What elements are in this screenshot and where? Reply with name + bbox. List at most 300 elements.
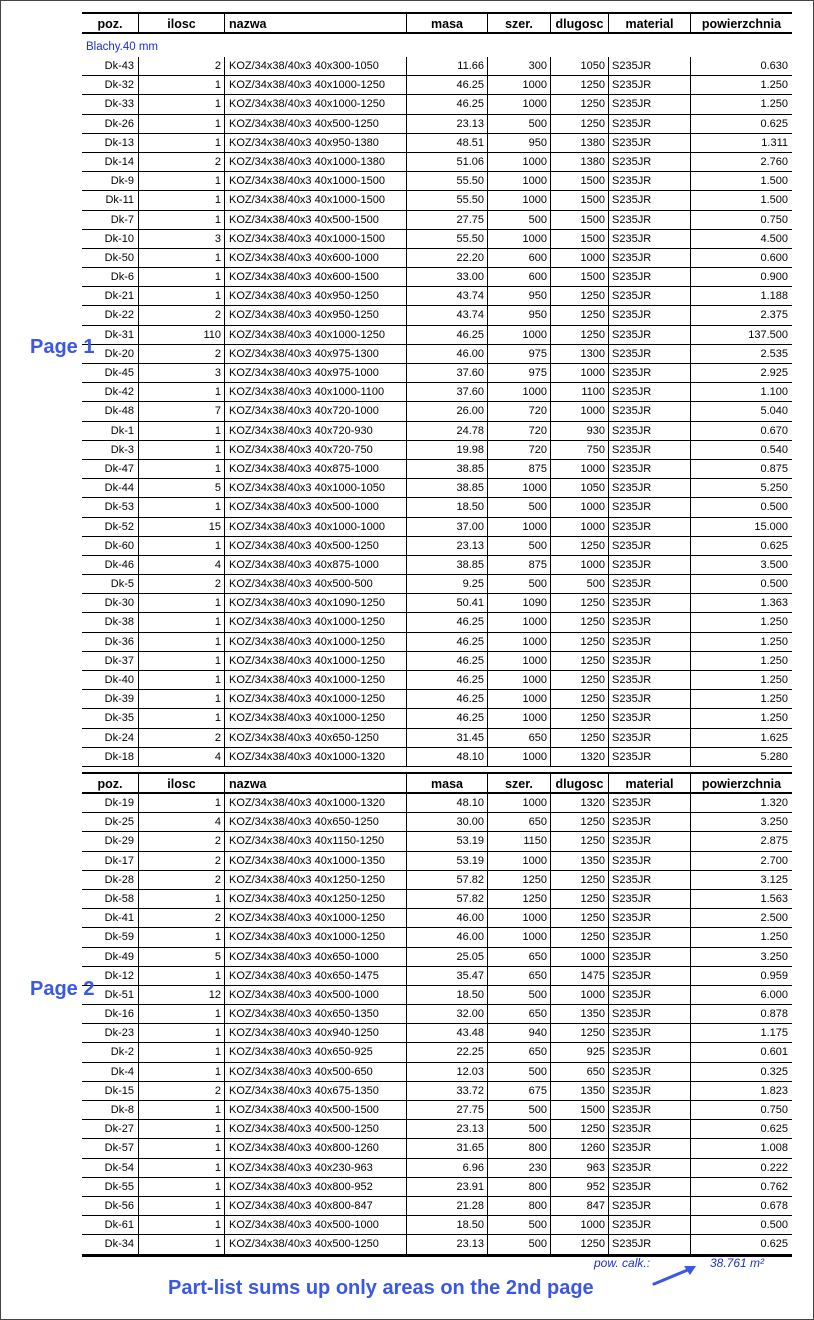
- cell-dlugosc: 1300: [550, 345, 608, 363]
- cell-material: S235JR: [608, 287, 690, 305]
- cell-dlugosc: 1250: [550, 115, 608, 133]
- cell-nazwa: KOZ/34x38/40x3 40x800-952: [224, 1178, 406, 1196]
- cell-material: S235JR: [608, 890, 690, 908]
- cell-masa: 23.91: [406, 1178, 487, 1196]
- cell-szer: 500: [487, 211, 550, 229]
- cell-szer: 940: [487, 1024, 550, 1042]
- cell-szer: 1000: [487, 613, 550, 631]
- cell-nazwa: KOZ/34x38/40x3 40x950-1250: [224, 287, 406, 305]
- cell-nazwa: KOZ/34x38/40x3 40x1090-1250: [224, 594, 406, 612]
- cell-dlugosc: 1250: [550, 613, 608, 631]
- cell-szer: 500: [487, 498, 550, 516]
- cell-ilosc: 2: [138, 306, 224, 324]
- cell-dlugosc: 1000: [550, 518, 608, 536]
- cell-dlugosc: 1500: [550, 172, 608, 190]
- cell-dlugosc: 925: [550, 1043, 608, 1061]
- cell-powierzchnia: 1.250: [690, 690, 792, 708]
- cell-material: S235JR: [608, 498, 690, 516]
- cell-nazwa: KOZ/34x38/40x3 40x1000-1500: [224, 191, 406, 209]
- table-row: [82, 813, 792, 832]
- cell-powierzchnia: 0.500: [690, 575, 792, 593]
- cell-ilosc: 1: [138, 1005, 224, 1023]
- cell-material: S235JR: [608, 115, 690, 133]
- cell-poz: Dk-58: [104, 892, 134, 905]
- cell-nazwa: KOZ/34x38/40x3 40x500-1000: [224, 498, 406, 516]
- table-end-rule: [82, 1255, 792, 1257]
- cell-dlugosc: 1250: [550, 813, 608, 831]
- cell-szer: 1000: [487, 172, 550, 190]
- table-row: [82, 794, 792, 813]
- cell-material: S235JR: [608, 134, 690, 152]
- cell-szer: 1150: [487, 832, 550, 850]
- cell-ilosc: 1: [138, 441, 224, 459]
- table-row: [82, 134, 792, 153]
- cell-material: S235JR: [608, 948, 690, 966]
- table-row: [82, 1235, 792, 1254]
- cell-material: S235JR: [608, 1139, 690, 1157]
- cell-material: S235JR: [608, 211, 690, 229]
- cell-masa: 46.25: [406, 95, 487, 113]
- cell-ilosc: 1: [138, 1139, 224, 1157]
- cell-poz: Dk-36: [104, 635, 134, 648]
- cell-dlugosc: 1250: [550, 890, 608, 908]
- cell-nazwa: KOZ/34x38/40x3 40x500-1250: [224, 537, 406, 555]
- cell-szer: 950: [487, 287, 550, 305]
- cell-nazwa: KOZ/34x38/40x3 40x875-1000: [224, 556, 406, 574]
- cell-powierzchnia: 2.875: [690, 832, 792, 850]
- cell-ilosc: 1: [138, 211, 224, 229]
- cell-ilosc: 1: [138, 1101, 224, 1119]
- cell-szer: 1000: [487, 95, 550, 113]
- cell-masa: 48.51: [406, 134, 487, 152]
- cell-szer: 650: [487, 1043, 550, 1061]
- cell-nazwa: KOZ/34x38/40x3 40x1250-1250: [224, 871, 406, 889]
- table-row: [82, 306, 792, 325]
- cell-material: S235JR: [608, 537, 690, 555]
- cell-szer: 950: [487, 134, 550, 152]
- table-row: [82, 890, 792, 909]
- cell-ilosc: 1: [138, 1235, 224, 1253]
- cell-masa: 23.13: [406, 537, 487, 555]
- cell-poz: Dk-25: [104, 816, 134, 829]
- cell-powierzchnia: 1.250: [690, 671, 792, 689]
- cell-dlugosc: 952: [550, 1178, 608, 1196]
- cell-poz: Dk-42: [104, 386, 134, 399]
- cell-szer: 1000: [487, 633, 550, 651]
- cell-material: S235JR: [608, 575, 690, 593]
- cell-nazwa: KOZ/34x38/40x3 40x1250-1250: [224, 890, 406, 908]
- cell-masa: 46.25: [406, 671, 487, 689]
- cell-szer: 1000: [487, 153, 550, 171]
- table-row: [82, 671, 792, 690]
- total-area-value: 38.761 m²: [710, 1256, 765, 1270]
- cell-nazwa: KOZ/34x38/40x3 40x1150-1250: [224, 832, 406, 850]
- arrow-icon: [650, 1262, 700, 1288]
- cell-powierzchnia: 1.363: [690, 594, 792, 612]
- cell-nazwa: KOZ/34x38/40x3 40x500-1000: [224, 1216, 406, 1234]
- cell-masa: 26.00: [406, 402, 487, 420]
- cell-masa: 43.74: [406, 287, 487, 305]
- cell-powierzchnia: 1.823: [690, 1082, 792, 1100]
- table-row: [82, 57, 792, 76]
- cell-poz: Dk-21: [104, 290, 134, 303]
- cell-masa: 46.00: [406, 345, 487, 363]
- cell-ilosc: 1: [138, 1159, 224, 1177]
- cell-material: S235JR: [608, 986, 690, 1004]
- cell-material: S235JR: [608, 1178, 690, 1196]
- cell-poz: Dk-44: [104, 482, 134, 495]
- cell-powierzchnia: 15.000: [690, 518, 792, 536]
- cell-ilosc: 5: [138, 948, 224, 966]
- cell-powierzchnia: 1.250: [690, 633, 792, 651]
- cell-ilosc: 2: [138, 909, 224, 927]
- cell-powierzchnia: 0.878: [690, 1005, 792, 1023]
- table-row: [82, 1063, 792, 1082]
- table-row: [82, 1043, 792, 1062]
- cell-masa: 46.25: [406, 633, 487, 651]
- table-row: [82, 230, 792, 249]
- cell-powierzchnia: 137.500: [690, 326, 792, 344]
- total-area-label: pow. calk.:: [594, 1256, 651, 1270]
- cell-powierzchnia: 0.750: [690, 211, 792, 229]
- cell-powierzchnia: 3.250: [690, 813, 792, 831]
- table-row: [82, 498, 792, 517]
- cell-dlugosc: 1500: [550, 1101, 608, 1119]
- cell-szer: 650: [487, 1005, 550, 1023]
- table-row: [82, 479, 792, 498]
- cell-szer: 650: [487, 729, 550, 747]
- cell-nazwa: KOZ/34x38/40x3 40x1000-1000: [224, 518, 406, 536]
- cell-poz: Dk-47: [104, 462, 134, 475]
- cell-poz: Dk-51: [104, 988, 134, 1001]
- cell-dlugosc: 1000: [550, 948, 608, 966]
- cell-masa: 46.25: [406, 652, 487, 670]
- cell-szer: 1000: [487, 709, 550, 727]
- cell-dlugosc: 1050: [550, 479, 608, 497]
- cell-masa: 18.50: [406, 1216, 487, 1234]
- cell-szer: 300: [487, 57, 550, 75]
- parts-table-page-2: [82, 772, 792, 1257]
- cell-material: S235JR: [608, 748, 690, 766]
- cell-material: S235JR: [608, 633, 690, 651]
- cell-poz: Dk-56: [104, 1199, 134, 1212]
- cell-szer: 950: [487, 306, 550, 324]
- table-row: [82, 76, 792, 95]
- cell-powierzchnia: 1.100: [690, 383, 792, 401]
- header-masa: masa: [406, 774, 487, 792]
- cell-material: S235JR: [608, 1235, 690, 1253]
- cell-masa: 18.50: [406, 986, 487, 1004]
- cell-dlugosc: 1000: [550, 556, 608, 574]
- cell-material: S235JR: [608, 345, 690, 363]
- cell-ilosc: 4: [138, 813, 224, 831]
- cell-szer: 720: [487, 441, 550, 459]
- cell-powierzchnia: 0.500: [690, 498, 792, 516]
- cell-szer: 500: [487, 115, 550, 133]
- cell-szer: 800: [487, 1197, 550, 1215]
- cell-ilosc: 1: [138, 191, 224, 209]
- cell-szer: 500: [487, 575, 550, 593]
- cell-dlugosc: 1250: [550, 709, 608, 727]
- cell-nazwa: KOZ/34x38/40x3 40x1000-1350: [224, 852, 406, 870]
- cell-powierzchnia: 1.563: [690, 890, 792, 908]
- cell-masa: 48.10: [406, 748, 487, 766]
- cell-dlugosc: 1250: [550, 1120, 608, 1138]
- cell-masa: 57.82: [406, 890, 487, 908]
- cell-nazwa: KOZ/34x38/40x3 40x650-1475: [224, 967, 406, 985]
- cell-poz: Dk-54: [104, 1161, 134, 1174]
- cell-powierzchnia: 0.630: [690, 57, 792, 75]
- cell-nazwa: KOZ/34x38/40x3 40x875-1000: [224, 460, 406, 478]
- table-row: [82, 948, 792, 967]
- cell-dlugosc: 1475: [550, 967, 608, 985]
- cell-material: S235JR: [608, 928, 690, 946]
- header-powierzchnia: powierzchnia: [690, 774, 792, 792]
- cell-material: S235JR: [608, 729, 690, 747]
- cell-masa: 24.78: [406, 422, 487, 440]
- cell-powierzchnia: 1.250: [690, 928, 792, 946]
- table-body-page-2: [82, 794, 792, 1255]
- cell-nazwa: KOZ/34x38/40x3 40x1000-1250: [224, 690, 406, 708]
- cell-dlugosc: 1000: [550, 1216, 608, 1234]
- cell-powierzchnia: 0.900: [690, 268, 792, 286]
- cell-szer: 500: [487, 986, 550, 1004]
- cell-powierzchnia: 1.250: [690, 709, 792, 727]
- cell-szer: 1000: [487, 652, 550, 670]
- cell-ilosc: 1: [138, 652, 224, 670]
- cell-poz: Dk-26: [104, 117, 134, 130]
- table-row: [82, 191, 792, 210]
- cell-nazwa: KOZ/34x38/40x3 40x500-1250: [224, 1120, 406, 1138]
- cell-poz: Dk-52: [104, 520, 134, 533]
- cell-poz: Dk-14: [104, 155, 134, 168]
- cell-dlugosc: 1250: [550, 652, 608, 670]
- cell-dlugosc: 1000: [550, 460, 608, 478]
- cell-powierzchnia: 3.125: [690, 871, 792, 889]
- cell-dlugosc: 1250: [550, 633, 608, 651]
- cell-material: S235JR: [608, 76, 690, 94]
- cell-powierzchnia: 0.670: [690, 422, 792, 440]
- cell-ilosc: 1: [138, 967, 224, 985]
- table-row: [82, 690, 792, 709]
- cell-nazwa: KOZ/34x38/40x3 40x975-1000: [224, 364, 406, 382]
- cell-masa: 33.72: [406, 1082, 487, 1100]
- cell-material: S235JR: [608, 871, 690, 889]
- table-row: [82, 594, 792, 613]
- cell-szer: 1000: [487, 748, 550, 766]
- table-row: [82, 287, 792, 306]
- cell-poz: Dk-41: [104, 912, 134, 925]
- cell-masa: 22.20: [406, 249, 487, 267]
- cell-masa: 51.06: [406, 153, 487, 171]
- cell-poz: Dk-33: [104, 98, 134, 111]
- cell-szer: 230: [487, 1159, 550, 1177]
- cell-poz: Dk-53: [104, 501, 134, 514]
- cell-szer: 500: [487, 1120, 550, 1138]
- cell-poz: Dk-15: [104, 1084, 134, 1097]
- table-row: [82, 852, 792, 871]
- cell-masa: 57.82: [406, 871, 487, 889]
- cell-poz: Dk-24: [104, 731, 134, 744]
- cell-masa: 46.25: [406, 76, 487, 94]
- cell-nazwa: KOZ/34x38/40x3 40x230-963: [224, 1159, 406, 1177]
- cell-dlugosc: 1250: [550, 287, 608, 305]
- cell-szer: 600: [487, 249, 550, 267]
- cell-material: S235JR: [608, 832, 690, 850]
- cell-ilosc: 2: [138, 57, 224, 75]
- cell-dlugosc: 1320: [550, 794, 608, 812]
- table-row: [82, 441, 792, 460]
- cell-dlugosc: 1000: [550, 402, 608, 420]
- cell-ilosc: 7: [138, 402, 224, 420]
- cell-dlugosc: 1500: [550, 230, 608, 248]
- cell-powierzchnia: 5.040: [690, 402, 792, 420]
- cell-masa: 46.25: [406, 613, 487, 631]
- cell-material: S235JR: [608, 1197, 690, 1215]
- table-row: [82, 383, 792, 402]
- table-row: [82, 1197, 792, 1216]
- cell-powierzchnia: 0.762: [690, 1178, 792, 1196]
- cell-material: S235JR: [608, 364, 690, 382]
- cell-szer: 1000: [487, 326, 550, 344]
- cell-masa: 19.98: [406, 441, 487, 459]
- cell-nazwa: KOZ/34x38/40x3 40x500-1250: [224, 1235, 406, 1253]
- table-row: [82, 871, 792, 890]
- cell-poz: Dk-18: [104, 750, 134, 763]
- cell-szer: 500: [487, 1063, 550, 1081]
- cell-powierzchnia: 1.250: [690, 76, 792, 94]
- cell-ilosc: 1: [138, 249, 224, 267]
- cell-poz: Dk-16: [104, 1008, 134, 1021]
- table-row: [82, 1120, 792, 1139]
- cell-masa: 27.75: [406, 211, 487, 229]
- cell-dlugosc: 1250: [550, 326, 608, 344]
- table-row: [82, 249, 792, 268]
- cell-powierzchnia: 1.175: [690, 1024, 792, 1042]
- cell-nazwa: KOZ/34x38/40x3 40x800-847: [224, 1197, 406, 1215]
- cell-material: S235JR: [608, 153, 690, 171]
- cell-ilosc: 2: [138, 852, 224, 870]
- cell-nazwa: KOZ/34x38/40x3 40x1000-1100: [224, 383, 406, 401]
- header-material: material: [608, 14, 690, 32]
- cell-dlugosc: 1350: [550, 1005, 608, 1023]
- cell-poz: Dk-48: [104, 405, 134, 418]
- cell-poz: Dk-13: [104, 136, 134, 149]
- cell-masa: 55.50: [406, 191, 487, 209]
- cell-dlugosc: 1380: [550, 134, 608, 152]
- cell-szer: 1000: [487, 191, 550, 209]
- cell-material: S235JR: [608, 1082, 690, 1100]
- cell-szer: 720: [487, 402, 550, 420]
- cell-ilosc: 1: [138, 383, 224, 401]
- cell-nazwa: KOZ/34x38/40x3 40x1000-1250: [224, 76, 406, 94]
- page-2-annotation: Page 2: [30, 978, 95, 1000]
- cell-nazwa: KOZ/34x38/40x3 40x950-1250: [224, 306, 406, 324]
- cell-powierzchnia: 2.500: [690, 909, 792, 927]
- cell-material: S235JR: [608, 1101, 690, 1119]
- table-row: [82, 986, 792, 1005]
- cell-ilosc: 1: [138, 1120, 224, 1138]
- cell-powierzchnia: 0.325: [690, 1063, 792, 1081]
- cell-nazwa: KOZ/34x38/40x3 40x800-1260: [224, 1139, 406, 1157]
- cell-powierzchnia: 2.925: [690, 364, 792, 382]
- table-row: [82, 748, 792, 767]
- cell-powierzchnia: 1.008: [690, 1139, 792, 1157]
- cell-ilosc: 2: [138, 832, 224, 850]
- table-row: [82, 153, 792, 172]
- cell-szer: 975: [487, 345, 550, 363]
- cell-ilosc: 2: [138, 871, 224, 889]
- cell-dlugosc: 650: [550, 1063, 608, 1081]
- header-nazwa: nazwa: [224, 774, 406, 792]
- cell-material: S235JR: [608, 909, 690, 927]
- cell-material: S235JR: [608, 326, 690, 344]
- cell-szer: 1000: [487, 852, 550, 870]
- cell-dlugosc: 1260: [550, 1139, 608, 1157]
- cell-ilosc: 1: [138, 537, 224, 555]
- cell-masa: 12.03: [406, 1063, 487, 1081]
- header-szer: szer.: [487, 774, 550, 792]
- cell-masa: 31.65: [406, 1139, 487, 1157]
- cell-ilosc: 12: [138, 986, 224, 1004]
- table-row: [82, 709, 792, 728]
- cell-szer: 1000: [487, 794, 550, 812]
- cell-poz: Dk-31: [104, 328, 134, 341]
- cell-material: S235JR: [608, 556, 690, 574]
- cell-poz: Dk-2: [110, 1046, 134, 1059]
- cell-material: S235JR: [608, 383, 690, 401]
- cell-material: S235JR: [608, 1120, 690, 1138]
- cell-powierzchnia: 0.625: [690, 115, 792, 133]
- cell-masa: 43.48: [406, 1024, 487, 1042]
- cell-material: S235JR: [608, 402, 690, 420]
- cell-nazwa: KOZ/34x38/40x3 40x1000-1320: [224, 794, 406, 812]
- cell-dlugosc: 1500: [550, 191, 608, 209]
- table-row: [82, 652, 792, 671]
- cell-poz: Dk-46: [104, 558, 134, 571]
- cell-poz: Dk-7: [110, 213, 134, 226]
- cell-ilosc: 2: [138, 1082, 224, 1100]
- cell-powierzchnia: 1.250: [690, 652, 792, 670]
- cell-dlugosc: 1250: [550, 832, 608, 850]
- cell-material: S235JR: [608, 594, 690, 612]
- cell-material: S235JR: [608, 1024, 690, 1042]
- cell-nazwa: KOZ/34x38/40x3 40x1000-1500: [224, 230, 406, 248]
- cell-nazwa: KOZ/34x38/40x3 40x1000-1380: [224, 153, 406, 171]
- cell-ilosc: 1: [138, 594, 224, 612]
- cell-material: S235JR: [608, 1216, 690, 1234]
- cell-masa: 37.60: [406, 383, 487, 401]
- cell-dlugosc: 1320: [550, 748, 608, 766]
- cell-material: S235JR: [608, 671, 690, 689]
- cell-nazwa: KOZ/34x38/40x3 40x1000-1250: [224, 652, 406, 670]
- cell-ilosc: 1: [138, 1043, 224, 1061]
- cell-poz: Dk-32: [104, 79, 134, 92]
- table-row: [82, 1159, 792, 1178]
- cell-ilosc: 1: [138, 1216, 224, 1234]
- cell-poz: Dk-9: [110, 175, 134, 188]
- cell-nazwa: KOZ/34x38/40x3 40x500-500: [224, 575, 406, 593]
- cell-ilosc: 2: [138, 575, 224, 593]
- cell-szer: 975: [487, 364, 550, 382]
- cell-poz: Dk-8: [110, 1104, 134, 1116]
- table-row: [82, 518, 792, 537]
- cell-powierzchnia: 5.250: [690, 479, 792, 497]
- cell-szer: 1250: [487, 890, 550, 908]
- cell-nazwa: KOZ/34x38/40x3 40x950-1380: [224, 134, 406, 152]
- cell-szer: 1000: [487, 909, 550, 927]
- cell-poz: Dk-34: [104, 1238, 134, 1251]
